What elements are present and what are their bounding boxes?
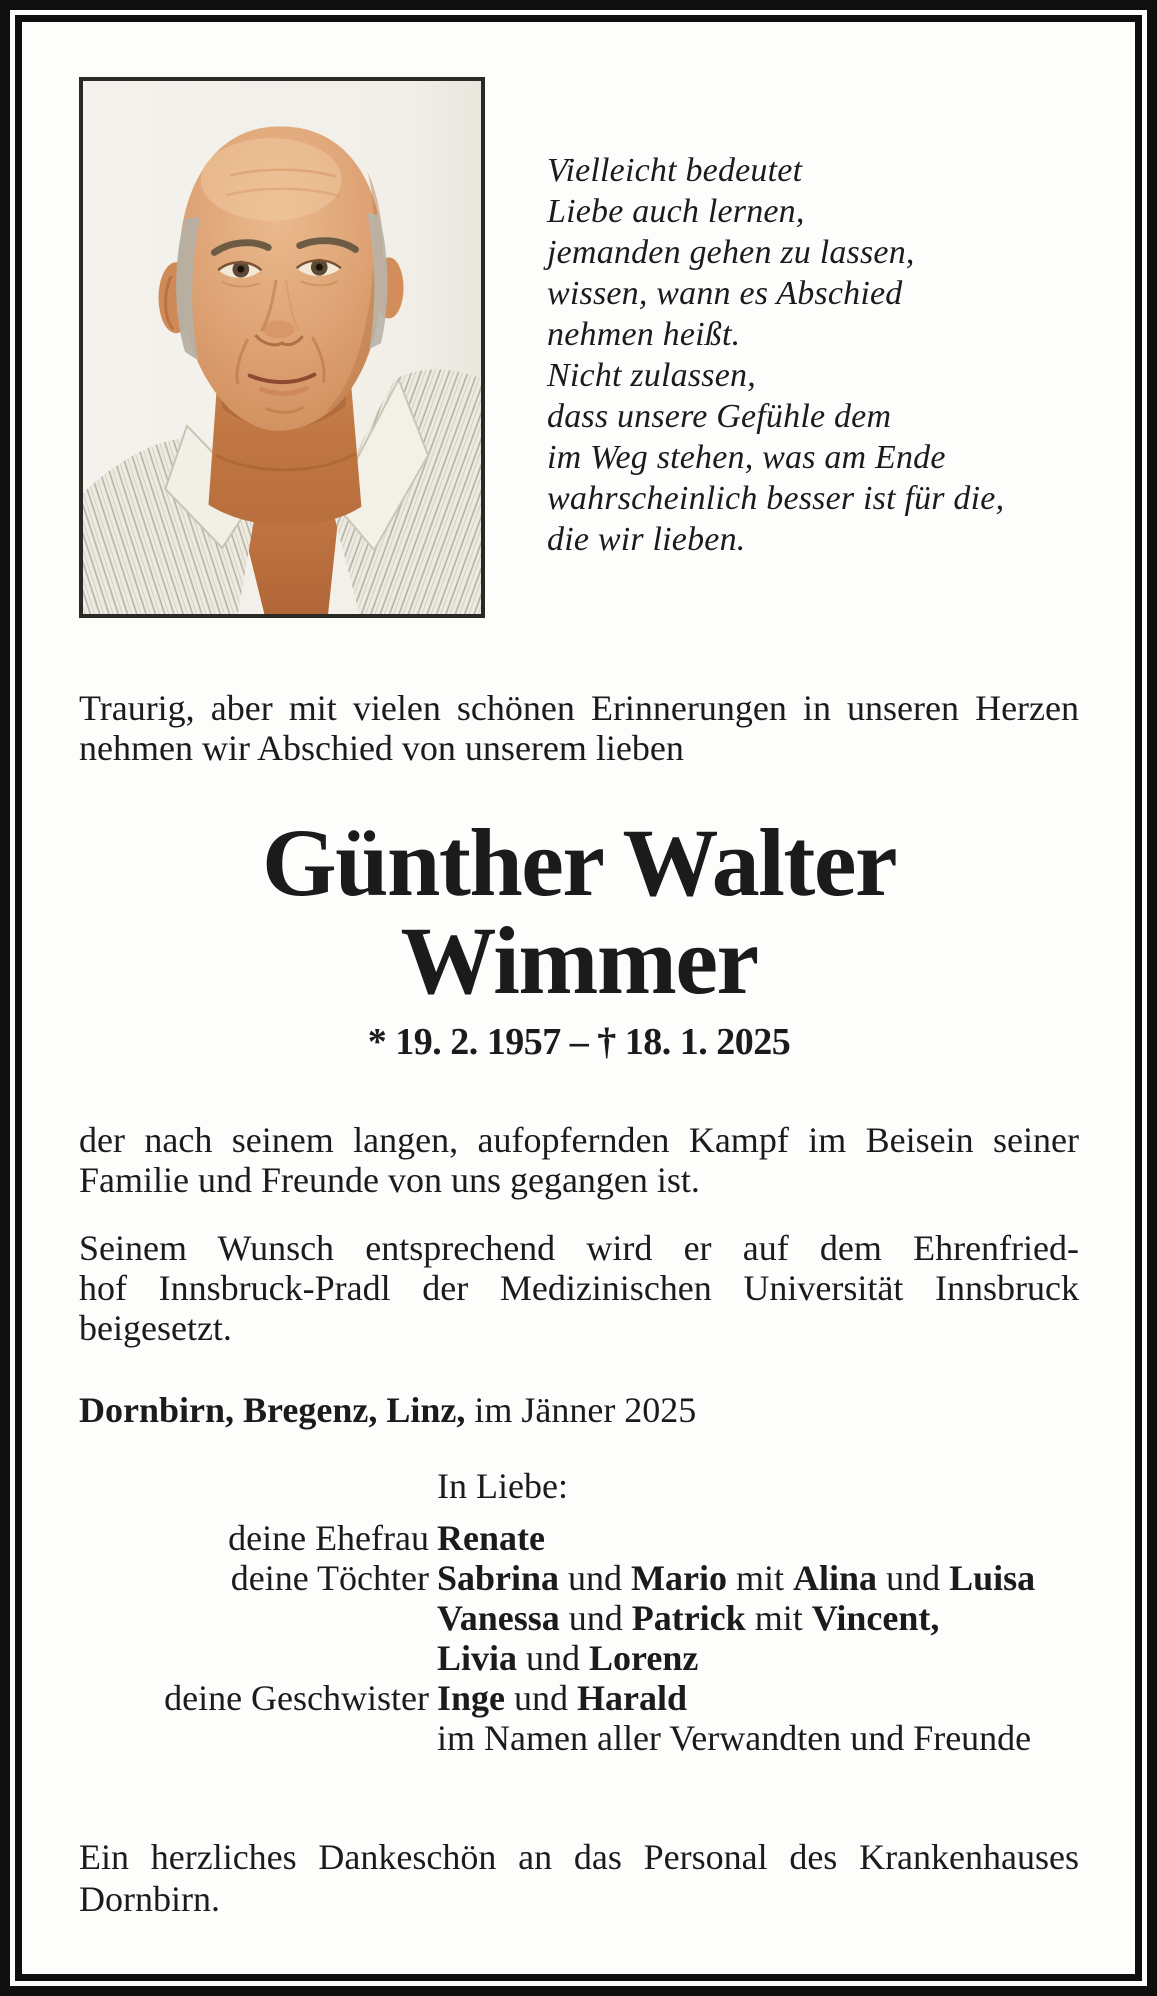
- deceased-last-name: Wimmer: [400, 907, 758, 1014]
- text-line: Traurig, aber mit vielen schönen Erinnerungen in unseren Herzen: [79, 688, 1079, 728]
- family-row: [79, 1598, 1079, 1638]
- family-relation-label: [79, 1598, 429, 1638]
- family-member-name: Patrick: [631, 1598, 746, 1638]
- family-row: [79, 1718, 1079, 1758]
- family-names: [437, 1558, 1079, 1598]
- obituary-paragraph-1: [79, 1120, 1079, 1200]
- family-member-name: Sabrina: [437, 1558, 560, 1598]
- family-connector-text: mit: [745, 1598, 812, 1638]
- family-connector-text: mit: [727, 1558, 794, 1598]
- family-connector-text: und: [505, 1678, 578, 1718]
- family-row: [79, 1678, 1079, 1718]
- family-rows: [79, 1518, 1079, 1758]
- family-member-name: Livia: [437, 1638, 518, 1678]
- family-member-name: Harald: [577, 1678, 688, 1718]
- family-connector-text: und: [877, 1558, 950, 1598]
- text-line: Familie und Freunde von uns gegangen ist.: [79, 1160, 700, 1200]
- family-names: [437, 1518, 1079, 1558]
- family-row: [79, 1638, 1079, 1678]
- family-row: [79, 1518, 1079, 1558]
- text-line: nehmen heißt.: [547, 316, 741, 353]
- family-connector-text: im Namen aller Verwandten und Freunde: [437, 1718, 1032, 1758]
- family-relation-label: [79, 1718, 429, 1758]
- obituary-paragraph-2: [79, 1228, 1079, 1348]
- family-relation-label: [79, 1638, 429, 1678]
- family-member-name: Luisa: [949, 1558, 1036, 1598]
- deceased-photo: [79, 77, 485, 618]
- family-relation-label: deine Geschwister: [164, 1678, 429, 1718]
- text-line: Ein herzliches Dankeschön an das Personal des Krankenhauses: [79, 1837, 1079, 1877]
- family-names: [437, 1638, 1079, 1678]
- family-connector-text: und: [517, 1638, 590, 1678]
- family-heading: In Liebe:: [437, 1466, 568, 1506]
- text-line: Vielleicht bedeutet: [547, 152, 803, 189]
- acknowledgement: [79, 1836, 1079, 1920]
- deceased-first-names: Günther Walter: [261, 809, 897, 916]
- text-line: Nicht zulassen,: [547, 357, 756, 394]
- family-relation-label: deine Töchter: [230, 1558, 429, 1598]
- text-line: die wir lieben.: [547, 521, 746, 558]
- header-row: [79, 77, 1079, 618]
- text-line: wissen, wann es Abschied: [547, 275, 903, 312]
- family-member-name: Renate: [437, 1518, 545, 1558]
- dateline: [79, 1390, 1079, 1430]
- family-names: [437, 1678, 1079, 1718]
- family-row: [79, 1558, 1079, 1598]
- text-line: Dornbirn.: [79, 1879, 220, 1919]
- family-connector-text: und: [559, 1558, 632, 1598]
- family-names: [437, 1718, 1079, 1758]
- dateline-places: Dornbirn, Bregenz, Linz,: [79, 1390, 466, 1430]
- obituary-content: [22, 77, 1135, 1920]
- text-line: jemanden gehen zu lassen,: [547, 234, 915, 271]
- intro-paragraph: [79, 688, 1079, 768]
- text-line: hof Innsbruck-Pradl der Medizinischen Universität Innsbruck: [79, 1268, 1079, 1308]
- text-line: Liebe auch lernen,: [547, 193, 805, 230]
- family-member-name: Mario: [631, 1558, 728, 1598]
- memorial-poem: [547, 150, 1004, 618]
- family-member-name: Alina: [793, 1558, 878, 1598]
- family-member-name: Inge: [437, 1678, 506, 1718]
- text-line: wahrscheinlich besser ist für die,: [547, 480, 1005, 517]
- inner-frame: [15, 15, 1142, 1981]
- text-line: beigesetzt.: [79, 1308, 232, 1348]
- family-section: [79, 1466, 1079, 1758]
- portrait-illustration: [83, 81, 481, 614]
- life-dates: * 19. 2. 1957 – † 18. 1. 2025: [367, 1021, 791, 1063]
- text-line: der nach seinem langen, aufopfernden Kampf im Beisein seiner: [79, 1120, 1079, 1160]
- family-member-name: Vanessa: [437, 1598, 560, 1638]
- family-names: [437, 1598, 1079, 1638]
- family-relation-label: deine Ehefrau: [228, 1518, 429, 1558]
- deceased-name: [79, 809, 1079, 1014]
- family-member-name: Lorenz: [589, 1638, 699, 1678]
- dateline-date: im Jänner 2025: [465, 1390, 697, 1430]
- text-line: im Weg stehen, was am Ende: [547, 439, 946, 476]
- text-line: Seinem Wunsch entsprechend wird er auf dem Ehrenfried-: [79, 1228, 1079, 1268]
- family-connector-text: und: [559, 1598, 632, 1638]
- family-member-name: Vincent,: [811, 1598, 940, 1638]
- text-line: nehmen wir Abschied von unserem lieben: [79, 728, 684, 768]
- text-line: dass unsere Gefühle dem: [547, 398, 892, 435]
